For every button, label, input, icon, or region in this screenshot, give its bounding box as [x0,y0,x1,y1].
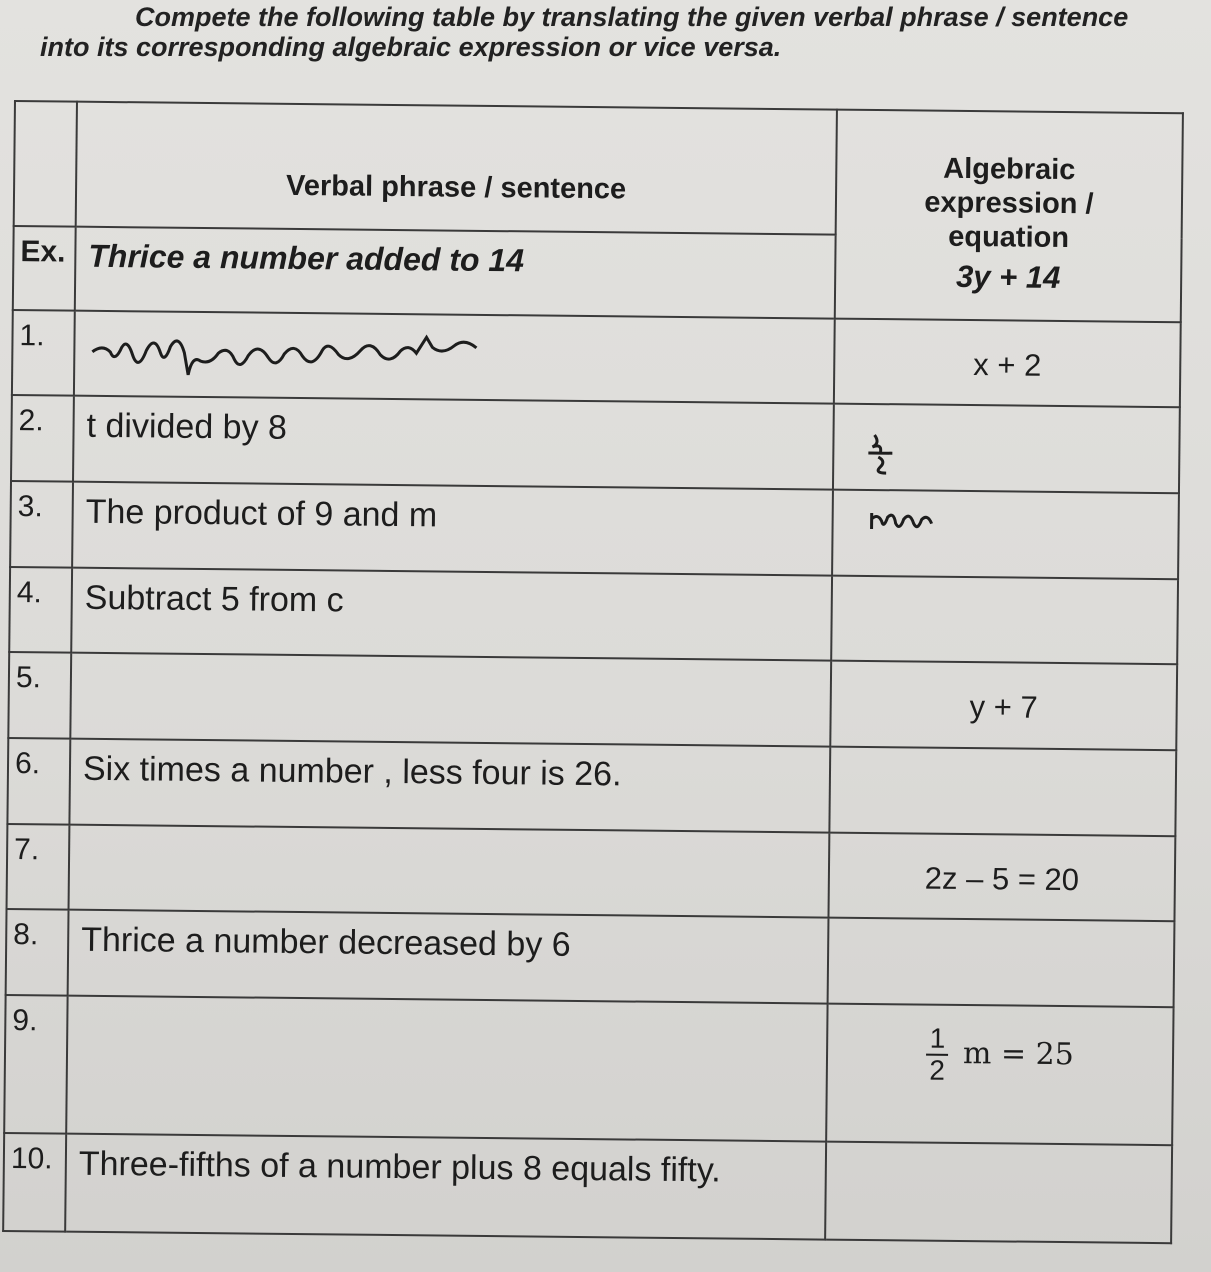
table-row [12,310,1181,408]
row-algebraic: x + 2 [834,318,1181,407]
row-number: 6. [7,738,70,824]
table-row [3,1133,1172,1244]
row-number: 3. [10,481,73,567]
row-number: 1. [12,310,75,396]
fraction-denominator: 2 [929,1054,946,1086]
row-number: 5. [8,652,71,738]
table-row [9,567,1178,665]
header-number-cell [14,101,77,227]
row-algebraic-answer[interactable] [828,918,1175,1007]
handwritten-scribble-icon [870,509,934,534]
row-algebraic-answer[interactable] [832,490,1179,579]
header-algebraic-line-2: expression / [924,186,1094,221]
row-algebraic: 2z – 5 = 20 [828,832,1175,921]
row-number: 7. [7,824,70,910]
table-row [4,995,1173,1145]
row-verbal-answer[interactable] [74,311,835,405]
row-verbal: Six times a number , less four is 26. [69,739,830,833]
row-algebraic-answer[interactable] [833,404,1180,493]
row-verbal-answer[interactable] [66,995,827,1141]
row-algebraic-answer[interactable] [831,575,1178,664]
table-row [7,824,1176,922]
handwritten-fraction-scribble-icon [866,431,896,475]
row-number: 8. [6,909,69,995]
row-algebraic-answer[interactable] [829,747,1176,836]
row-algebraic-answer[interactable] [825,1141,1172,1243]
instructions-line-2: into its corresponding algebraic expression or vice versa. [40,32,782,62]
fraction [926,1023,949,1085]
row-verbal: t divided by 8 [73,396,834,490]
example-algebraic: 3y + 14 [955,258,1061,295]
row-verbal-answer[interactable] [69,824,830,918]
row-number: 10. [3,1133,66,1232]
header-row [14,101,1183,239]
row-verbal-answer[interactable] [70,653,831,747]
header-algebraic-line-1: Algebraic [943,152,1076,187]
equation-rest: m = 25 [962,1036,1074,1073]
row-verbal: The product of 9 and m [72,482,833,576]
row-number: 2. [11,395,74,481]
header-verbal: Verbal phrase / sentence [76,102,837,235]
instructions [40,2,1190,62]
table-row [8,652,1177,750]
row-algebraic [826,1003,1173,1144]
row-algebraic: y + 7 [830,661,1177,750]
row-verbal: Thrice a number decreased by 6 [68,910,829,1004]
header-algebraic [835,110,1183,322]
table-row [6,909,1175,1007]
row-number: 9. [4,995,67,1133]
instructions-line-1: Compete the following table by translating the given verbal phrase / sentence [135,2,1129,32]
example-verbal: Thrice a number added to 14 [75,227,836,319]
translation-table [2,100,1184,1244]
table-row [11,395,1180,493]
row-verbal: Subtract 5 from c [71,567,832,661]
table-row [7,738,1176,836]
table-row [10,481,1179,579]
handwritten-scribble-icon [87,330,567,385]
row-number: 4. [9,567,72,653]
example-number: Ex. [13,226,76,310]
row-verbal: Three-fifths of a number plus 8 equals fifty. [65,1133,826,1239]
fraction-numerator: 1 [929,1022,946,1054]
header-algebraic-line-3: equation [948,220,1070,255]
